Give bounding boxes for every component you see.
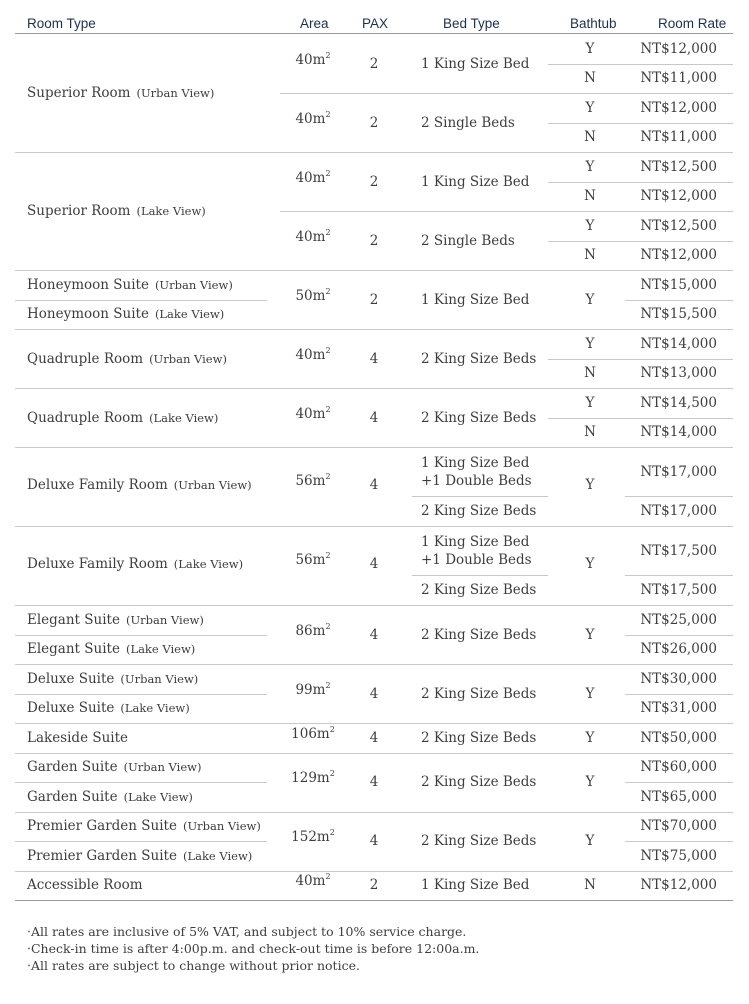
bed-type: 2 King Size Beds: [421, 729, 537, 746]
divider: [15, 753, 733, 754]
divider: [280, 211, 733, 212]
divider: [280, 93, 733, 94]
bed-type-line2: +1 Double Beds: [421, 473, 532, 489]
divider: [625, 575, 733, 576]
room-rate: NT$65,000: [640, 788, 717, 805]
bathtub-value: Y: [585, 729, 595, 746]
room-view: (Lake View): [182, 848, 253, 863]
area-number: 56m: [295, 472, 326, 489]
divider: [15, 723, 733, 724]
room-rate: NT$13,000: [640, 365, 717, 382]
room-name: Deluxe Family Room: [27, 476, 168, 493]
bathtub-value: N: [584, 247, 596, 264]
bathtub-value: N: [584, 129, 596, 146]
pax-value: 2: [369, 291, 379, 308]
area-number: 50m: [295, 287, 326, 304]
divider: [548, 359, 733, 360]
bed-type-line1: 1 King Size Bed: [421, 455, 530, 471]
area-value: [295, 550, 331, 568]
area-unit-superscript: 2: [325, 680, 331, 690]
header-area: Area: [300, 16, 329, 31]
divider: [15, 635, 267, 636]
divider: [15, 812, 733, 813]
note-vat: ‧All rates are inclusive of 5% VAT, and subject to 10% service charge.: [27, 924, 467, 939]
area-number: 99m: [295, 681, 326, 698]
room-view: (Urban View): [173, 477, 252, 492]
pax-value: 2: [369, 173, 379, 190]
area-unit-superscript: 2: [329, 769, 335, 778]
area-unit-superscript: 2: [325, 50, 331, 60]
room-view: (Lake View): [123, 789, 193, 804]
divider: [548, 64, 733, 65]
bed-type: 1 King Size Bed: [421, 291, 530, 308]
divider: [15, 270, 733, 271]
room-type-name: [27, 702, 190, 716]
area-unit-superscript: 2: [325, 168, 331, 178]
area-unit-superscript: 2: [325, 471, 331, 481]
area-value: [295, 168, 331, 186]
bed-type-line1: 1 King Size Bed: [421, 534, 530, 550]
area-number: 40m: [295, 110, 326, 127]
pax-value: 4: [369, 350, 379, 367]
room-type-name: [27, 820, 261, 834]
room-rate: NT$12,500: [640, 158, 717, 175]
area-number: 56m: [295, 551, 326, 568]
room-rate: NT$31,000: [640, 700, 717, 717]
area-value: [295, 621, 331, 639]
bathtub-value: Y: [585, 99, 595, 116]
room-type-name: [27, 476, 252, 493]
area-value: [295, 286, 331, 304]
room-rate: NT$25,000: [640, 611, 717, 628]
bed-type: 2 King Size Beds: [421, 350, 537, 367]
room-rate: NT$12,000: [640, 247, 717, 264]
area-unit-superscript: 2: [329, 724, 335, 734]
divider: [625, 841, 733, 842]
room-name: Premier Garden Suite: [27, 847, 177, 864]
divider: [412, 496, 548, 497]
room-view: (Urban View): [182, 819, 261, 834]
area-value: [295, 227, 331, 245]
header-bathtub: Bathtub: [570, 16, 617, 31]
area-value: [295, 872, 331, 890]
pax-value: 4: [369, 833, 379, 849]
divider: [15, 388, 733, 389]
room-view: (Lake View): [154, 307, 225, 322]
room-view: (Urban View): [120, 671, 199, 686]
divider: [412, 575, 548, 576]
pax-value: 4: [369, 626, 379, 643]
room-type-name: [27, 409, 219, 426]
area-number: 40m: [295, 169, 326, 186]
bathtub-value: N: [584, 365, 596, 382]
header-pax: PAX: [362, 16, 389, 31]
divider: [15, 329, 733, 330]
room-rate: NT$15,000: [640, 276, 717, 293]
area-number: 106m: [291, 725, 330, 742]
bathtub-value: Y: [585, 335, 595, 352]
bed-type: 2 King Size Beds: [421, 409, 537, 426]
room-name: Honeymoon Suite: [27, 306, 149, 323]
divider: [15, 841, 267, 842]
room-rate: NT$17,500: [640, 543, 717, 559]
area-number: 40m: [295, 346, 326, 363]
room-rate: NT$26,000: [640, 641, 717, 658]
room-rate: NT$17,500: [640, 582, 717, 598]
room-type-name: [27, 276, 233, 293]
room-type-name: [27, 670, 199, 687]
area-number: 40m: [295, 51, 326, 68]
room-name: Deluxe Suite: [27, 670, 115, 687]
room-name: Elegant Suite: [27, 611, 120, 628]
area-number: 40m: [295, 873, 326, 890]
divider: [15, 664, 733, 665]
bathtub-value: Y: [585, 476, 595, 493]
room-rate: NT$11,000: [640, 129, 717, 146]
room-view: (Lake View): [149, 410, 219, 425]
divider: [625, 496, 733, 497]
header-room-type: Room Type: [27, 16, 96, 31]
bed-type: 2 King Size Beds: [421, 582, 537, 598]
room-rate: NT$30,000: [640, 670, 717, 687]
room-name: Garden Suite: [27, 759, 118, 776]
pax-value: 4: [369, 685, 379, 702]
area-value: [295, 680, 331, 698]
room-rate: NT$12,000: [640, 99, 717, 116]
room-view: (Urban View): [136, 86, 215, 100]
bathtub-value: N: [584, 424, 596, 441]
room-view: (Urban View): [125, 612, 204, 627]
header-room-rate: Room Rate: [658, 16, 727, 31]
area-unit-superscript: 2: [325, 404, 331, 414]
room-rate: NT$75,000: [640, 847, 717, 864]
bathtub-value: Y: [585, 158, 595, 175]
bed-type: 2 King Size Beds: [421, 503, 537, 519]
room-name: Garden Suite: [27, 788, 118, 805]
bathtub-value: N: [584, 70, 596, 87]
divider: [15, 900, 733, 901]
bathtub-value: Y: [585, 291, 595, 308]
room-type-name: [27, 611, 204, 628]
pax-value: 2: [369, 232, 379, 249]
room-name: Honeymoon Suite: [27, 276, 149, 293]
room-type-name: [27, 643, 195, 657]
area-unit-superscript: 2: [325, 109, 331, 119]
divider: [625, 300, 733, 301]
bathtub-value: N: [584, 188, 596, 205]
room-type-name: [27, 308, 224, 322]
area-unit-superscript: 2: [325, 621, 331, 631]
bathtub-value: Y: [585, 394, 595, 411]
room-type-name: [27, 761, 201, 775]
area-value: [291, 724, 335, 742]
room-type-name: [27, 879, 143, 893]
room-view: (Urban View): [154, 277, 233, 292]
pax-value: 2: [369, 55, 379, 72]
room-view: (Lake View): [136, 204, 206, 218]
room-rate: NT$15,500: [640, 306, 717, 323]
area-number: 129m: [291, 770, 330, 786]
area-unit-superscript: 2: [329, 828, 335, 837]
bed-type: 2 King Size Beds: [421, 774, 537, 790]
bed-type: 2 King Size Beds: [421, 626, 537, 643]
area-value: [295, 50, 331, 68]
room-name: Deluxe Family Room: [27, 555, 168, 572]
bathtub-value: Y: [585, 833, 595, 849]
bed-type: 2 Single Beds: [421, 114, 515, 131]
divider: [625, 635, 733, 636]
bathtub-value: Y: [585, 685, 595, 702]
room-rate: NT$11,000: [640, 70, 717, 87]
area-unit-superscript: 2: [325, 550, 331, 560]
room-rate: NT$60,000: [640, 759, 717, 776]
area-number: 40m: [295, 228, 326, 245]
room-view: (Urban View): [123, 760, 202, 775]
area-unit-superscript: 2: [325, 227, 331, 237]
room-type-name: [27, 788, 193, 805]
bed-type: 2 Single Beds: [421, 232, 515, 249]
room-type-name: [27, 350, 227, 367]
room-rate: NT$50,000: [640, 729, 717, 746]
room-name: Superior Room: [27, 203, 131, 219]
divider: [625, 694, 733, 695]
divider: [548, 241, 733, 242]
room-rate: NT$12,000: [640, 40, 717, 57]
note-rate-change: ‧All rates are subject to change without prior notice.: [27, 958, 360, 973]
room-rate: NT$12,000: [640, 188, 717, 205]
room-rate: NT$14,000: [640, 424, 717, 441]
room-name: Accessible Room: [27, 877, 143, 894]
area-value: [295, 345, 331, 363]
room-name: Deluxe Suite: [27, 700, 115, 717]
pax-value: 4: [369, 476, 379, 493]
area-value: [295, 471, 331, 489]
room-rate: NT$14,500: [640, 394, 717, 411]
bathtub-value: N: [584, 877, 596, 894]
divider: [15, 152, 733, 153]
pax-value: 2: [369, 877, 379, 894]
room-rate: NT$17,000: [640, 503, 717, 519]
area-unit-superscript: 2: [325, 872, 331, 882]
room-view: (Urban View): [149, 351, 227, 366]
divider: [15, 526, 733, 527]
bathtub-value: Y: [585, 774, 595, 790]
room-type-name: [27, 87, 214, 101]
room-name: Quadruple Room: [27, 409, 144, 426]
bed-type-line2: +1 Double Beds: [421, 552, 532, 568]
divider: [15, 871, 733, 872]
room-name: Elegant Suite: [27, 641, 120, 658]
room-rate: NT$17,000: [640, 464, 717, 480]
divider: [625, 782, 733, 783]
room-view: (Lake View): [173, 556, 244, 571]
divider: [15, 782, 267, 783]
bed-type: 1 King Size Bed: [421, 173, 530, 190]
area-unit-superscript: 2: [325, 286, 331, 296]
divider: [548, 182, 733, 183]
pax-value: 4: [369, 774, 379, 790]
divider: [15, 605, 733, 606]
divider: [548, 418, 733, 419]
divider: [15, 447, 733, 448]
divider: [15, 300, 267, 301]
room-name: Premier Garden Suite: [27, 818, 177, 835]
bathtub-value: Y: [585, 555, 595, 572]
room-view: (Lake View): [120, 701, 190, 716]
area-number: 86m: [295, 622, 326, 639]
bed-type: 2 King Size Beds: [421, 685, 537, 702]
bed-type: 1 King Size Bed: [421, 877, 530, 894]
divider: [548, 123, 733, 124]
pax-value: 4: [369, 409, 379, 426]
header-bed-type: Bed Type: [443, 16, 500, 31]
area-number: 40m: [295, 405, 326, 422]
area-number: 152m: [291, 829, 330, 845]
area-value: [291, 769, 335, 786]
bathtub-value: Y: [585, 40, 595, 57]
room-rate: NT$12,000: [640, 877, 717, 894]
area-value: [291, 828, 335, 845]
bed-type: 1 King Size Bed: [421, 55, 530, 72]
room-name: Quadruple Room: [27, 350, 144, 367]
room-type-name: [27, 555, 244, 572]
room-type-name: [27, 205, 206, 219]
room-rate: NT$14,000: [640, 335, 717, 352]
room-type-name: [27, 729, 129, 746]
bathtub-value: Y: [585, 626, 595, 643]
pax-value: 2: [369, 114, 379, 131]
area-value: [295, 404, 331, 422]
room-type-name: [27, 847, 253, 864]
divider: [15, 33, 733, 34]
note-checkin: ‧Check-in time is after 4:00p.m. and check-out time is before 12:00a.m.: [27, 941, 480, 956]
pax-value: 4: [369, 729, 379, 746]
room-view: (Lake View): [125, 642, 196, 657]
room-name: Superior Room: [27, 85, 131, 101]
divider: [15, 694, 267, 695]
room-rate: NT$70,000: [640, 818, 717, 835]
pax-value: 4: [369, 555, 379, 572]
area-unit-superscript: 2: [325, 345, 331, 355]
area-value: [295, 109, 331, 127]
room-rate: NT$12,500: [640, 217, 717, 234]
bathtub-value: Y: [585, 217, 595, 234]
room-name: Lakeside Suite: [27, 729, 129, 746]
bed-type: 2 King Size Beds: [421, 833, 537, 849]
